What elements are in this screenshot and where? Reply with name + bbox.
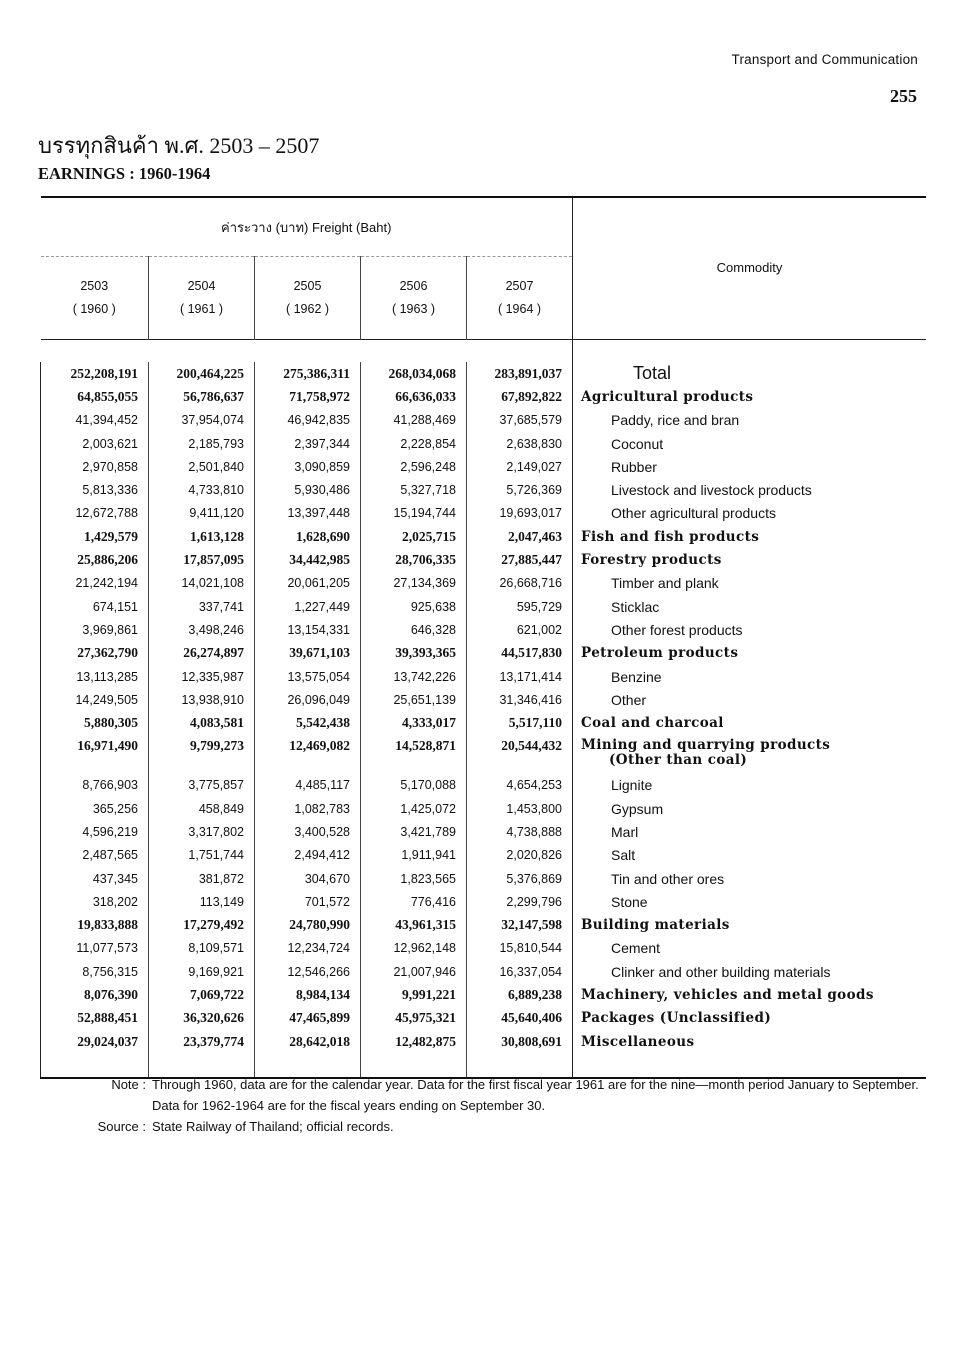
year-be: 2504 (187, 279, 216, 293)
commodity-name: Machinery, vehicles and metal goods (573, 983, 927, 1006)
value-cell: 13,171,414 (467, 665, 573, 688)
value-cell: 67,892,822 (467, 385, 573, 408)
value-cell: 47,465,899 (255, 1007, 361, 1030)
value-cell: 20,544,432 (467, 735, 573, 774)
commodity-name: Other forest products (573, 618, 927, 641)
value-cell: 15,194,744 (361, 502, 467, 525)
value-cell: 381,872 (149, 867, 255, 890)
value-cell: 4,596,219 (41, 820, 149, 843)
value-cell: 24,780,990 (255, 914, 361, 937)
commodity-name: Sticklac (573, 595, 927, 618)
value-cell: 2,003,621 (41, 432, 149, 455)
value-cell: 2,299,796 (467, 890, 573, 913)
value-cell: 2,047,463 (467, 525, 573, 548)
commodity-name: Packages (Unclassified) (573, 1007, 927, 1030)
commodity-name: Livestock and livestock products (573, 478, 927, 501)
table-row (41, 797, 927, 820)
value-cell: 45,640,406 (467, 1007, 573, 1030)
value-cell: 21,242,194 (41, 572, 149, 595)
value-cell: 4,654,253 (467, 774, 573, 797)
value-cell: 13,575,054 (255, 665, 361, 688)
value-cell: 16,971,490 (41, 735, 149, 774)
value-cell: 43,961,315 (361, 914, 467, 937)
year-header-2506 (361, 257, 467, 340)
commodity-name: Benzine (573, 665, 927, 688)
value-cell: 3,421,789 (361, 820, 467, 843)
table-row (41, 1007, 927, 1030)
value-cell: 25,886,206 (41, 548, 149, 571)
value-cell: 8,076,390 (41, 983, 149, 1006)
value-cell: 30,808,691 (467, 1030, 573, 1053)
value-cell: 5,930,486 (255, 478, 361, 501)
value-cell: 2,185,793 (149, 432, 255, 455)
value-cell: 8,109,571 (149, 937, 255, 960)
table-row (41, 1030, 927, 1053)
value-cell: 458,849 (149, 797, 255, 820)
value-cell: 1,453,800 (467, 797, 573, 820)
table-row (41, 937, 927, 960)
value-cell: 595,729 (467, 595, 573, 618)
year-be: 2506 (399, 279, 428, 293)
value-cell: 4,738,888 (467, 820, 573, 843)
table-row (41, 572, 927, 595)
commodity-name: Gypsum (573, 797, 927, 820)
value-cell: 252,208,191 (41, 362, 149, 385)
value-cell: 1,628,690 (255, 525, 361, 548)
table-row (41, 983, 927, 1006)
value-cell: 37,685,579 (467, 409, 573, 432)
value-cell: 2,025,715 (361, 525, 467, 548)
value-cell: 2,638,830 (467, 432, 573, 455)
value-cell: 5,517,110 (467, 711, 573, 734)
value-cell: 23,379,774 (149, 1030, 255, 1053)
commodity-name (573, 735, 927, 774)
value-cell: 21,007,946 (361, 960, 467, 983)
value-cell: 29,024,037 (41, 1030, 149, 1053)
value-cell: 4,485,117 (255, 774, 361, 797)
value-cell: 674,151 (41, 595, 149, 618)
value-cell: 45,975,321 (361, 1007, 467, 1030)
value-cell: 56,786,637 (149, 385, 255, 408)
value-cell: 318,202 (41, 890, 149, 913)
commodity-name: Coconut (573, 432, 927, 455)
value-cell: 13,113,285 (41, 665, 149, 688)
value-cell: 4,333,017 (361, 711, 467, 734)
table-row (41, 618, 927, 641)
year-be: 2507 (505, 279, 534, 293)
commodity-name: Rubber (573, 455, 927, 478)
value-cell: 41,288,469 (361, 409, 467, 432)
value-cell: 2,228,854 (361, 432, 467, 455)
commodity-name: Other agricultural products (573, 502, 927, 525)
commodity-name: Marl (573, 820, 927, 843)
value-cell: 2,020,826 (467, 844, 573, 867)
value-cell: 19,693,017 (467, 502, 573, 525)
year-ce: ( 1961 ) (179, 302, 224, 316)
value-cell: 13,938,910 (149, 688, 255, 711)
value-cell: 2,970,858 (41, 455, 149, 478)
value-cell: 14,528,871 (361, 735, 467, 774)
value-cell: 5,376,869 (467, 867, 573, 890)
value-cell: 9,991,221 (361, 983, 467, 1006)
value-cell: 2,501,840 (149, 455, 255, 478)
commodity-name: Clinker and other building materials (573, 960, 927, 983)
value-cell: 1,082,783 (255, 797, 361, 820)
year-ce: ( 1962 ) (285, 302, 330, 316)
table-row (41, 642, 927, 665)
table-row (41, 409, 927, 432)
value-cell: 25,651,139 (361, 688, 467, 711)
commodity-name: Lignite (573, 774, 927, 797)
table-row (41, 914, 927, 937)
value-cell: 1,751,744 (149, 844, 255, 867)
commodity-name: Paddy, rice and bran (573, 409, 927, 432)
table-row (41, 774, 927, 797)
value-cell: 26,096,049 (255, 688, 361, 711)
value-cell: 39,393,365 (361, 642, 467, 665)
value-cell: 776,416 (361, 890, 467, 913)
value-cell: 2,487,565 (41, 844, 149, 867)
source-label: Source : (97, 1119, 146, 1134)
table-row (41, 890, 927, 913)
commodity-name: Salt (573, 844, 927, 867)
value-cell: 1,823,565 (361, 867, 467, 890)
commodity-name-line1: Mining and quarrying products (581, 736, 831, 753)
value-cell: 9,169,921 (149, 960, 255, 983)
table-row (41, 595, 927, 618)
table-row (41, 820, 927, 843)
commodity-name: Cement (573, 937, 927, 960)
commodity-name: Timber and plank (573, 572, 927, 595)
value-cell: 437,345 (41, 867, 149, 890)
value-cell: 3,775,857 (149, 774, 255, 797)
commodity-name: Petroleum products (573, 642, 927, 665)
value-cell: 27,134,369 (361, 572, 467, 595)
value-cell: 44,517,830 (467, 642, 573, 665)
commodity-name: Agricultural products (573, 385, 927, 408)
value-cell: 275,386,311 (255, 362, 361, 385)
earnings-table (40, 196, 926, 1079)
table-row (41, 432, 927, 455)
source-text: State Railway of Thailand; official records. (152, 1119, 394, 1134)
year-ce: ( 1963 ) (391, 302, 436, 316)
table-row (41, 711, 927, 734)
value-cell: 20,061,205 (255, 572, 361, 595)
table-row (41, 735, 927, 774)
value-cell: 41,394,452 (41, 409, 149, 432)
value-cell: 337,741 (149, 595, 255, 618)
value-cell: 3,400,528 (255, 820, 361, 843)
year-be: 2503 (80, 279, 109, 293)
value-cell: 13,154,331 (255, 618, 361, 641)
table-row (41, 502, 927, 525)
value-cell: 71,758,972 (255, 385, 361, 408)
value-cell: 34,442,985 (255, 548, 361, 571)
value-cell: 12,672,788 (41, 502, 149, 525)
value-cell: 26,668,716 (467, 572, 573, 595)
value-cell: 12,234,724 (255, 937, 361, 960)
value-cell: 4,733,810 (149, 478, 255, 501)
value-cell: 304,670 (255, 867, 361, 890)
value-cell: 5,726,369 (467, 478, 573, 501)
value-cell: 11,077,573 (41, 937, 149, 960)
running-head: Transport and Communication (731, 52, 918, 67)
value-cell: 1,425,072 (361, 797, 467, 820)
value-cell: 2,397,344 (255, 432, 361, 455)
table-row (41, 844, 927, 867)
value-cell: 7,069,722 (149, 983, 255, 1006)
commodity-name: Fish and fish products (573, 525, 927, 548)
value-cell: 621,002 (467, 618, 573, 641)
value-cell: 3,090,859 (255, 455, 361, 478)
commodity-name: Building materials (573, 914, 927, 937)
freight-heading: ค่าระวาง (บาท) Freight (Baht) (41, 197, 573, 257)
table-row (41, 548, 927, 571)
value-cell: 365,256 (41, 797, 149, 820)
value-cell: 9,411,120 (149, 502, 255, 525)
year-header-2503 (41, 257, 149, 340)
commodity-name: Miscellaneous (573, 1030, 927, 1053)
table-row (41, 867, 927, 890)
value-cell: 27,885,447 (467, 548, 573, 571)
value-cell: 1,911,941 (361, 844, 467, 867)
year-be: 2505 (293, 279, 322, 293)
value-cell: 14,021,108 (149, 572, 255, 595)
value-cell: 37,954,074 (149, 409, 255, 432)
value-cell: 31,346,416 (467, 688, 573, 711)
value-cell: 27,362,790 (41, 642, 149, 665)
table-row (41, 362, 927, 385)
table-row (41, 688, 927, 711)
value-cell: 3,969,861 (41, 618, 149, 641)
table-row (41, 455, 927, 478)
value-cell: 1,429,579 (41, 525, 149, 548)
value-cell: 12,469,082 (255, 735, 361, 774)
value-cell: 113,149 (149, 890, 255, 913)
value-cell: 200,464,225 (149, 362, 255, 385)
commodity-heading: Commodity (573, 197, 927, 340)
value-cell: 12,482,875 (361, 1030, 467, 1053)
value-cell: 5,880,305 (41, 711, 149, 734)
page-number: 255 (890, 86, 917, 106)
year-ce: ( 1964 ) (497, 302, 542, 316)
value-cell: 13,742,226 (361, 665, 467, 688)
value-cell: 268,034,068 (361, 362, 467, 385)
value-cell: 5,542,438 (255, 711, 361, 734)
year-header-2505 (255, 257, 361, 340)
value-cell: 17,279,492 (149, 914, 255, 937)
commodity-name: Tin and other ores (573, 867, 927, 890)
commodity-name: Forestry products (573, 548, 927, 571)
table-row (41, 960, 927, 983)
value-cell: 16,337,054 (467, 960, 573, 983)
year-ce: ( 1960 ) (72, 302, 116, 316)
value-cell: 28,642,018 (255, 1030, 361, 1053)
value-cell: 1,613,128 (149, 525, 255, 548)
value-cell: 14,249,505 (41, 688, 149, 711)
value-cell: 12,546,266 (255, 960, 361, 983)
note-text: Through 1960, data are for the calendar year. Data for the first fiscal year 1961 are for the nine—month period January to September. Data for 1962-1964 are for the fiscal years ending on September 30. (152, 1077, 919, 1113)
commodity-name: Stone (573, 890, 927, 913)
year-header-2507 (467, 257, 573, 340)
value-cell: 36,320,626 (149, 1007, 255, 1030)
value-cell: 646,328 (361, 618, 467, 641)
value-cell: 66,636,033 (361, 385, 467, 408)
value-cell: 701,572 (255, 890, 361, 913)
value-cell: 4,083,581 (149, 711, 255, 734)
title-thai: บรรทุกสินค้า พ.ศ. 2503 – 2507 (38, 133, 320, 158)
value-cell: 5,170,088 (361, 774, 467, 797)
value-cell: 8,766,903 (41, 774, 149, 797)
value-cell: 9,799,273 (149, 735, 255, 774)
note-label: Note : (111, 1077, 146, 1092)
table-row (41, 478, 927, 501)
value-cell: 64,855,055 (41, 385, 149, 408)
year-header-2504 (149, 257, 255, 340)
commodity-name-line2: (Other than coal) (609, 751, 748, 768)
value-cell: 26,274,897 (149, 642, 255, 665)
title-english: EARNINGS : 1960-1964 (38, 164, 211, 183)
value-cell: 283,891,037 (467, 362, 573, 385)
value-cell: 46,942,835 (255, 409, 361, 432)
value-cell: 39,671,103 (255, 642, 361, 665)
header-rule-commodity (573, 340, 927, 363)
value-cell: 2,149,027 (467, 455, 573, 478)
value-cell: 3,498,246 (149, 618, 255, 641)
value-cell: 925,638 (361, 595, 467, 618)
commodity-name: Other (573, 688, 927, 711)
value-cell: 12,962,148 (361, 937, 467, 960)
value-cell: 3,317,802 (149, 820, 255, 843)
table-row (41, 525, 927, 548)
value-cell: 1,227,449 (255, 595, 361, 618)
value-cell: 8,984,134 (255, 983, 361, 1006)
value-cell: 15,810,544 (467, 937, 573, 960)
value-cell: 13,397,448 (255, 502, 361, 525)
value-cell: 28,706,335 (361, 548, 467, 571)
commodity-name: Coal and charcoal (573, 711, 927, 734)
value-cell: 12,335,987 (149, 665, 255, 688)
value-cell: 5,813,336 (41, 478, 149, 501)
header-rule (41, 340, 573, 363)
value-cell: 6,889,238 (467, 983, 573, 1006)
value-cell: 19,833,888 (41, 914, 149, 937)
notes-block (80, 1074, 920, 1137)
value-cell: 2,494,412 (255, 844, 361, 867)
value-cell: 8,756,315 (41, 960, 149, 983)
value-cell: 17,857,095 (149, 548, 255, 571)
value-cell: 52,888,451 (41, 1007, 149, 1030)
value-cell: 2,596,248 (361, 455, 467, 478)
value-cell: 32,147,598 (467, 914, 573, 937)
table-row (41, 665, 927, 688)
value-cell: 5,327,718 (361, 478, 467, 501)
commodity-name: Total (573, 362, 927, 385)
table-row (41, 385, 927, 408)
